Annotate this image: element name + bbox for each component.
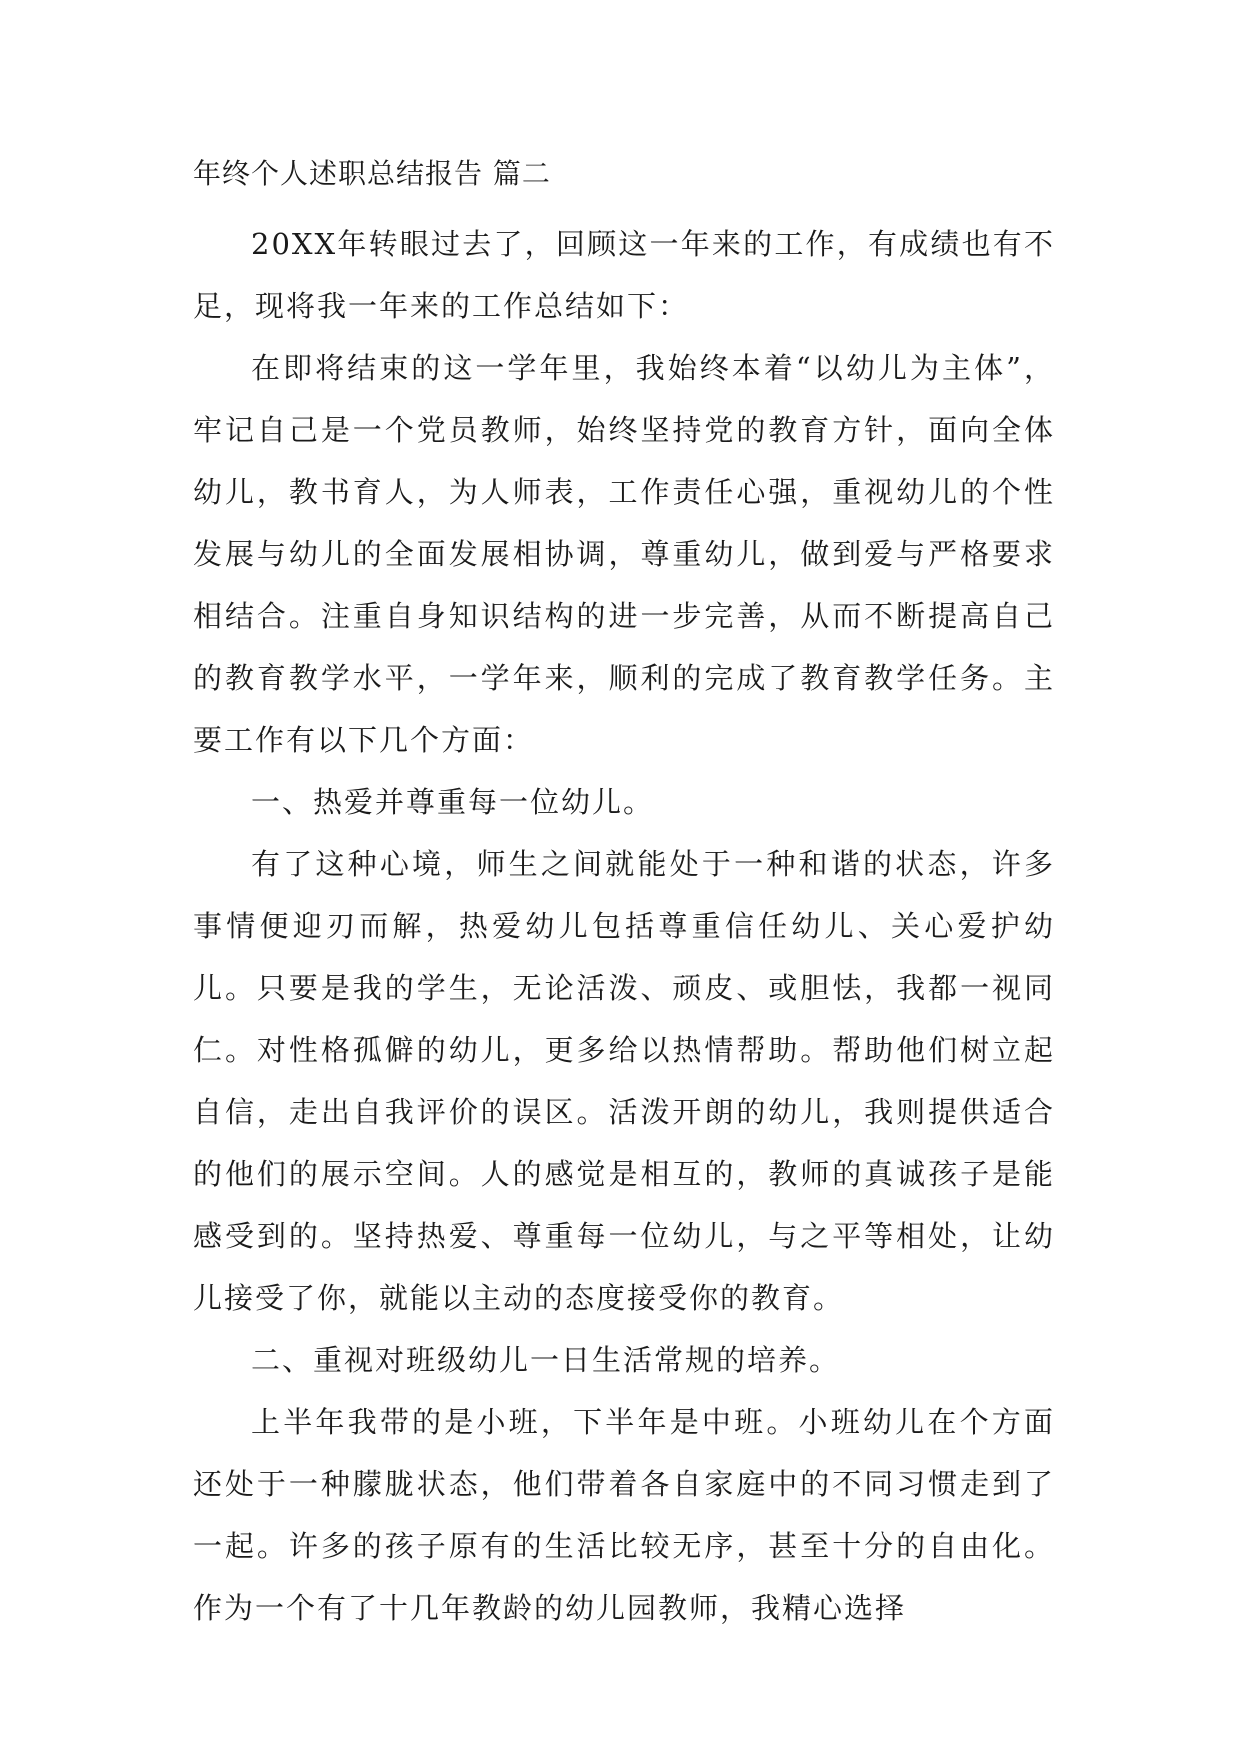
paragraph-overview: 在即将结束的这一学年里，我始终本着“以幼儿为主体”，牢记自己是一个党员教师，始终坚持党的教育方针，面向全体幼儿，教书育人，为人师表，工作责任心强，重视幼儿的个性发展与幼儿的全面发展相协调，尊重幼儿，做到爱与严格要求相结合。注重自身知识结构的进一步完善，从而不断提高自己的教育教学水平，一学年来，顺利的完成了教育教学任务。主要工作有以下几个方面： [193, 351, 1055, 757]
paragraph-intro: 20XX年转眼过去了，回顾这一年来的工作，有成绩也有不足，现将我一年来的工作总结如下： [193, 227, 1055, 323]
section-heading-2: 二、重视对班级幼儿一日生活常规的培养。 [251, 1343, 841, 1377]
document-page [193, 155, 1055, 1639]
document-title: 年终个人述职总结报告 篇二 [193, 157, 551, 190]
paragraph-section-2: 上半年我带的是小班，下半年是中班。小班幼儿在个方面还处于一种朦胧状态，他们带着各自家庭中的不同习惯走到了一起。许多的孩子原有的生活比较无序，甚至十分的自由化。作为一个有了十几年教龄的幼儿园教师，我精心选择 [193, 1405, 1055, 1625]
section-heading-1: 一、热爱并尊重每一位幼儿。 [251, 785, 655, 819]
paragraph-section-1: 有了这种心境，师生之间就能处于一种和谐的状态，许多事情便迎刃而解，热爱幼儿包括尊重信任幼儿、关心爱护幼儿。只要是我的学生，无论活泼、顽皮、或胆怯，我都一视同仁。对性格孤僻的幼儿，更多给以热情帮助。帮助他们树立起自信，走出自我评价的误区。活泼开朗的幼儿，我则提供适合的他们的展示空间。人的感觉是相互的，教师的真诚孩子是能感受到的。坚持热爱、尊重每一位幼儿，与之平等相处，让幼儿接受了你，就能以主动的态度接受你的教育。 [193, 847, 1055, 1315]
